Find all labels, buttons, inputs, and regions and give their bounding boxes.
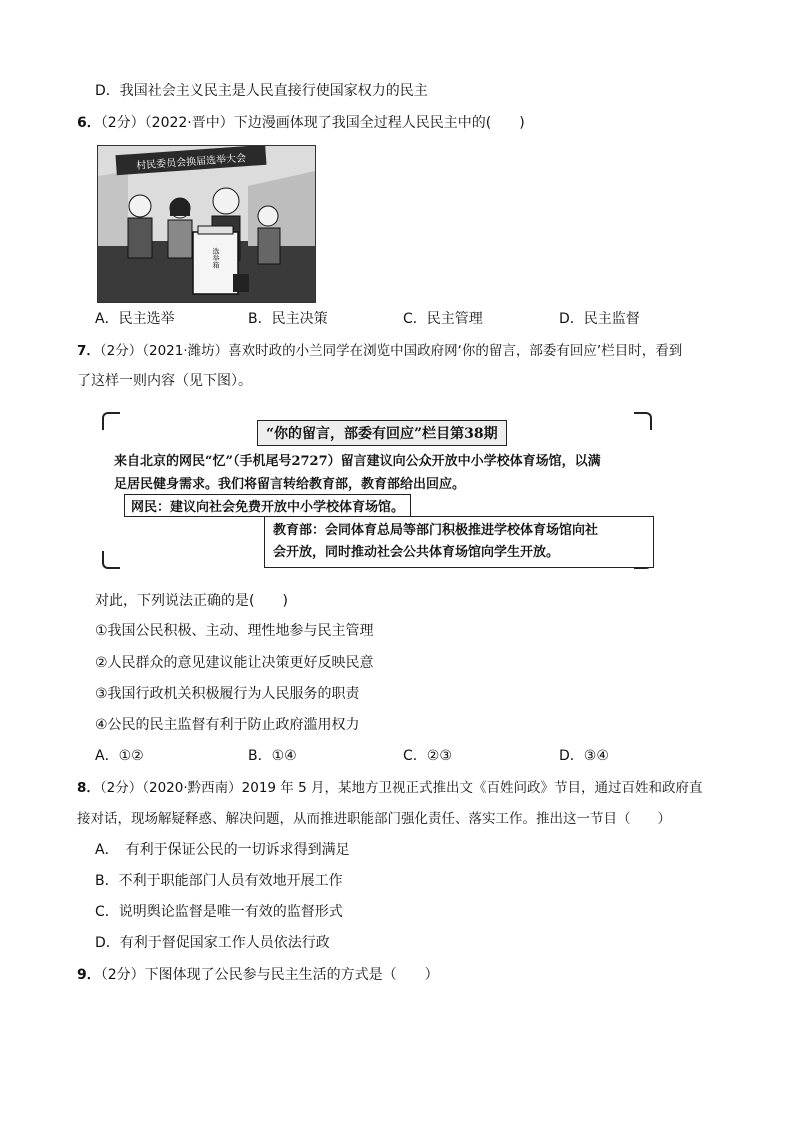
- figure-ministry-reply: [264, 516, 654, 568]
- ministry-reply-line1: 教育部：会同体育总局等部门积极推进学校体育场馆向社: [273, 523, 599, 538]
- q6-option-b: B．民主决策: [248, 311, 328, 327]
- q9-number: 9．: [77, 967, 101, 983]
- q5-option-d: D．我国社会主义民主是人民直接行使国家权力的民主: [95, 83, 428, 99]
- q7-statement-3: ③我国行政机关积极履行为人民服务的职责: [95, 686, 360, 702]
- figure-title: “你的留言，部委有回应”栏目第38期: [257, 420, 507, 446]
- q6-option-a: A．民主选举: [95, 311, 175, 327]
- q8-option-a: A． 有利于保证公民的一切诉求得到满足: [95, 842, 350, 858]
- ministry-reply-line2: 会开放，同时推动社会公共体育场馆向学生开放。: [273, 545, 560, 560]
- q7-number: 7．: [77, 343, 100, 359]
- q7-option-a: A．①②: [95, 748, 144, 764]
- q7-option-c: C．②③: [403, 748, 452, 764]
- q7-stem-text: （2分）（2021·潍坊）喜欢时政的小兰同学在浏览中国政府网‘你的留言，部委有回应’栏目时，看到: [99, 343, 683, 359]
- q7-option-d: D．③④: [559, 748, 609, 764]
- comic-banner-text: 村民委员会换届选举大会: [135, 153, 247, 172]
- figure-body: [114, 450, 634, 496]
- q6-comic-image: [97, 145, 316, 303]
- figure-body-line2: 足居民健身需求。我们将留言转给教育部，教育部给出回应。: [114, 477, 466, 492]
- figure-frame-corner: [634, 412, 652, 430]
- q8-stem-line2: 接对话，现场解疑释惑、解决问题，从而推进职能部门强化责任、落实工作。推出这一节目（ ）: [77, 811, 671, 827]
- figure-netizen-message: 网民：建议向社会免费开放中小学校体育场馆。: [124, 494, 411, 517]
- q9-stem: [77, 965, 439, 985]
- comic-illustration: [98, 146, 315, 302]
- ballot-box-label: 选举箱: [212, 247, 220, 269]
- q7-statement-1: ①我国公民积极、主动、理性地参与民主管理: [95, 623, 374, 639]
- q6-option-c: C．民主管理: [403, 311, 483, 327]
- q8-option-c: C．说明舆论监督是唯一有效的监督形式: [95, 904, 343, 920]
- q7-stem-line1: [77, 341, 682, 361]
- q8-stem-line1: [77, 778, 702, 798]
- figure-body-line1: 来自北京的网民“忆”（手机尾号2727）留言建议向公众开放中小学校体育场馆，以满: [114, 454, 601, 469]
- q8-option-d: D．有利于督促国家工作人员依法行政: [95, 935, 330, 951]
- figure-frame-corner: [102, 551, 120, 569]
- q9-stem-text: （2分）下图体现了公民参与民主生活的方式是（ ）: [100, 967, 439, 983]
- q7-statement-4: ④公民的民主监督有利于防止政府滥用权力: [95, 717, 360, 733]
- q6-stem-text: （2分）（2022·晋中）下边漫画体现了我国全过程人民民主中的( ): [100, 115, 525, 131]
- q6-stem: [77, 113, 525, 133]
- q8-option-b: B．不利于职能部门人员有效地开展工作: [95, 873, 343, 889]
- figure-frame-corner: [102, 412, 120, 430]
- q7-figure: [102, 412, 652, 577]
- q7-question: 对此，下列说法正确的是( ): [95, 593, 288, 609]
- q6-number: 6．: [77, 115, 101, 131]
- q7-statement-2: ②人民群众的意见建议能让决策更好反映民意: [95, 655, 374, 671]
- q6-option-d: D．民主监督: [559, 311, 640, 327]
- q8-stem-text: （2分）（2020·黔西南）2019 年 5 月，某地方卫视正式推出文《百姓问政》节目，通过百姓和政府直: [99, 780, 703, 796]
- q7-stem-line2: 了这样一则内容（见下图）。: [77, 373, 252, 389]
- q8-number: 8．: [77, 780, 100, 796]
- q7-option-b: B．①④: [248, 748, 297, 764]
